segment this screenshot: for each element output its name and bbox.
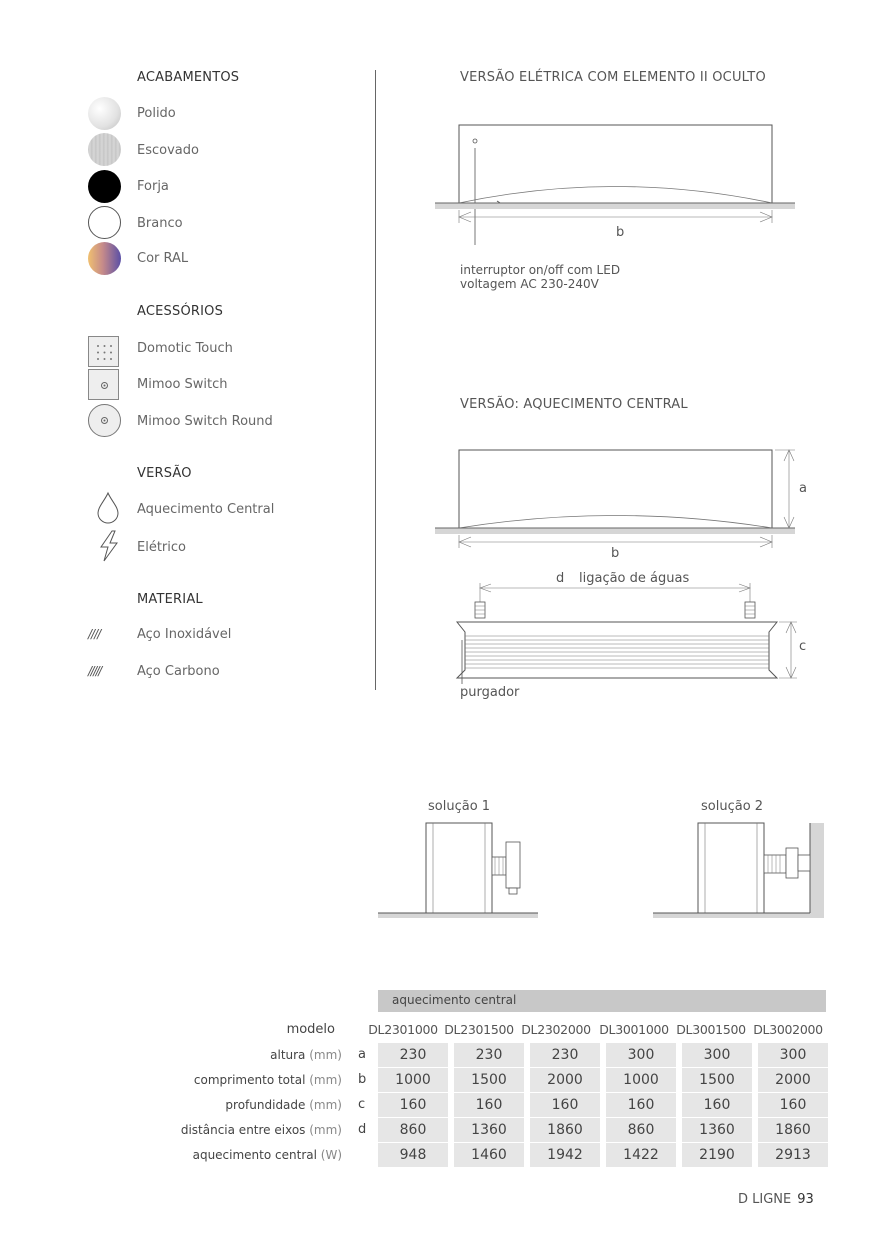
group-header-label: aquecimento central: [392, 993, 517, 1007]
table-cell: 2000: [530, 1068, 600, 1092]
table-cell: 1422: [606, 1143, 676, 1167]
table-cell: 300: [758, 1043, 828, 1067]
material-title: MATERIAL: [137, 592, 203, 607]
table-cell: 860: [378, 1118, 448, 1142]
electric-note-voltage: voltagem AC 230-240V: [460, 277, 599, 291]
material-stainless-label: Aço Inoxidável: [137, 627, 232, 642]
domotic-touch-icon: [88, 336, 119, 367]
carbon-steel-icon: /////: [88, 664, 101, 678]
finish-forge-label: Forja: [137, 179, 169, 194]
row-label-length: comprimento total (mm): [193, 1073, 342, 1087]
version-title: VERSÃO: [137, 466, 192, 481]
model-label: modelo: [286, 1022, 335, 1037]
central-dim-d: d: [556, 571, 565, 586]
table-cell: 160: [454, 1093, 524, 1117]
finish-white-label: Branco: [137, 216, 183, 231]
accessory-mimoo-round-label: Mimoo Switch Round: [137, 414, 273, 429]
table-cell: 860: [606, 1118, 676, 1142]
page-number: 93: [797, 1192, 814, 1207]
finish-ral-label: Cor RAL: [137, 251, 189, 266]
accessory-domotic-label: Domotic Touch: [137, 341, 233, 356]
lightning-bolt-icon: [98, 530, 120, 562]
row-letter: b: [358, 1072, 367, 1087]
solution-2-diagram: [653, 820, 833, 930]
white-swatch[interactable]: [88, 206, 121, 239]
table-cell: 160: [758, 1093, 828, 1117]
table-cell: 1460: [454, 1143, 524, 1167]
model-cell: DL3002000: [753, 1022, 823, 1037]
row-label-depth: profundidade (mm): [225, 1098, 342, 1112]
accessory-mimoo-label: Mimoo Switch: [137, 377, 228, 392]
central-version-title: VERSÃO: AQUECIMENTO CENTRAL: [460, 397, 688, 412]
table-cell: 1360: [682, 1118, 752, 1142]
solution-2-title: solução 2: [701, 799, 764, 814]
table-group-header: [378, 990, 826, 1012]
electric-dim-b: b: [616, 225, 625, 240]
row-label-heating-output: aquecimento central (W): [192, 1148, 342, 1162]
table-cell: 948: [378, 1143, 448, 1167]
solution-1-diagram: [378, 820, 548, 930]
electric-version-title: VERSÃO ELÉTRICA COM ELEMENTO II OCULTO: [460, 70, 766, 85]
column-divider: [375, 70, 376, 690]
table-cell: 160: [378, 1093, 448, 1117]
solution-1-title: solução 1: [428, 799, 491, 814]
row-letter: d: [358, 1122, 367, 1137]
table-cell: 2000: [758, 1068, 828, 1092]
version-central-label: Aquecimento Central: [137, 502, 275, 517]
table-cell: 2190: [682, 1143, 752, 1167]
table-cell: 1500: [454, 1068, 524, 1092]
table-cell: 160: [530, 1093, 600, 1117]
table-cell: 160: [682, 1093, 752, 1117]
table-cell: 230: [530, 1043, 600, 1067]
polished-swatch[interactable]: [88, 97, 121, 130]
finish-polished-label: Polido: [137, 106, 176, 121]
model-cell: DL2302000: [521, 1022, 591, 1037]
row-label-axis-distance: distância entre eixos (mm): [180, 1123, 342, 1137]
table-cell: 1000: [606, 1068, 676, 1092]
table-cell: 1000: [378, 1068, 448, 1092]
table-cell: 1860: [530, 1118, 600, 1142]
row-label-height: altura (mm): [270, 1048, 342, 1062]
table-cell: 1860: [758, 1118, 828, 1142]
table-cell: 300: [682, 1043, 752, 1067]
footer-brand: D LIGNE 93: [738, 1192, 814, 1207]
version-electric-label: Elétrico: [137, 540, 186, 555]
table-cell: 2913: [758, 1143, 828, 1167]
model-cell: DL3001000: [599, 1022, 669, 1037]
central-dim-c: c: [799, 639, 807, 654]
model-cell: DL2301000: [368, 1022, 438, 1037]
mimoo-switch-round-icon: [88, 404, 121, 437]
central-dim-a: a: [799, 481, 807, 496]
row-letter: a: [358, 1047, 366, 1062]
central-radiator-top-diagram: [435, 580, 815, 690]
bleed-valve-label: purgador: [460, 685, 520, 700]
accessories-title: ACESSÓRIOS: [137, 304, 224, 319]
electric-radiator-diagram: [435, 120, 795, 250]
table-cell: 1500: [682, 1068, 752, 1092]
table-cell: 1360: [454, 1118, 524, 1142]
finishes-title: ACABAMENTOS: [137, 70, 240, 85]
table-cell: 300: [606, 1043, 676, 1067]
table-cell: 1942: [530, 1143, 600, 1167]
row-letter: c: [358, 1097, 366, 1112]
mimoo-switch-icon: [88, 369, 119, 400]
electric-note-switch: interruptor on/off com LED: [460, 263, 621, 277]
ral-color-swatch[interactable]: [88, 242, 121, 275]
water-drop-icon: [96, 492, 120, 524]
central-dim-b: b: [611, 546, 620, 561]
water-connection-label: ligação de águas: [579, 571, 690, 586]
table-cell: 230: [454, 1043, 524, 1067]
forge-swatch[interactable]: [88, 170, 121, 203]
brushed-swatch[interactable]: [88, 133, 121, 166]
model-cell: DL2301500: [444, 1022, 514, 1037]
material-carbon-label: Aço Carbono: [137, 664, 220, 679]
table-cell: 230: [378, 1043, 448, 1067]
central-radiator-front-diagram: [435, 445, 815, 555]
table-cell: 160: [606, 1093, 676, 1117]
stainless-steel-icon: ////: [88, 627, 101, 641]
model-cell: DL3001500: [676, 1022, 746, 1037]
finish-brushed-label: Escovado: [137, 143, 199, 158]
